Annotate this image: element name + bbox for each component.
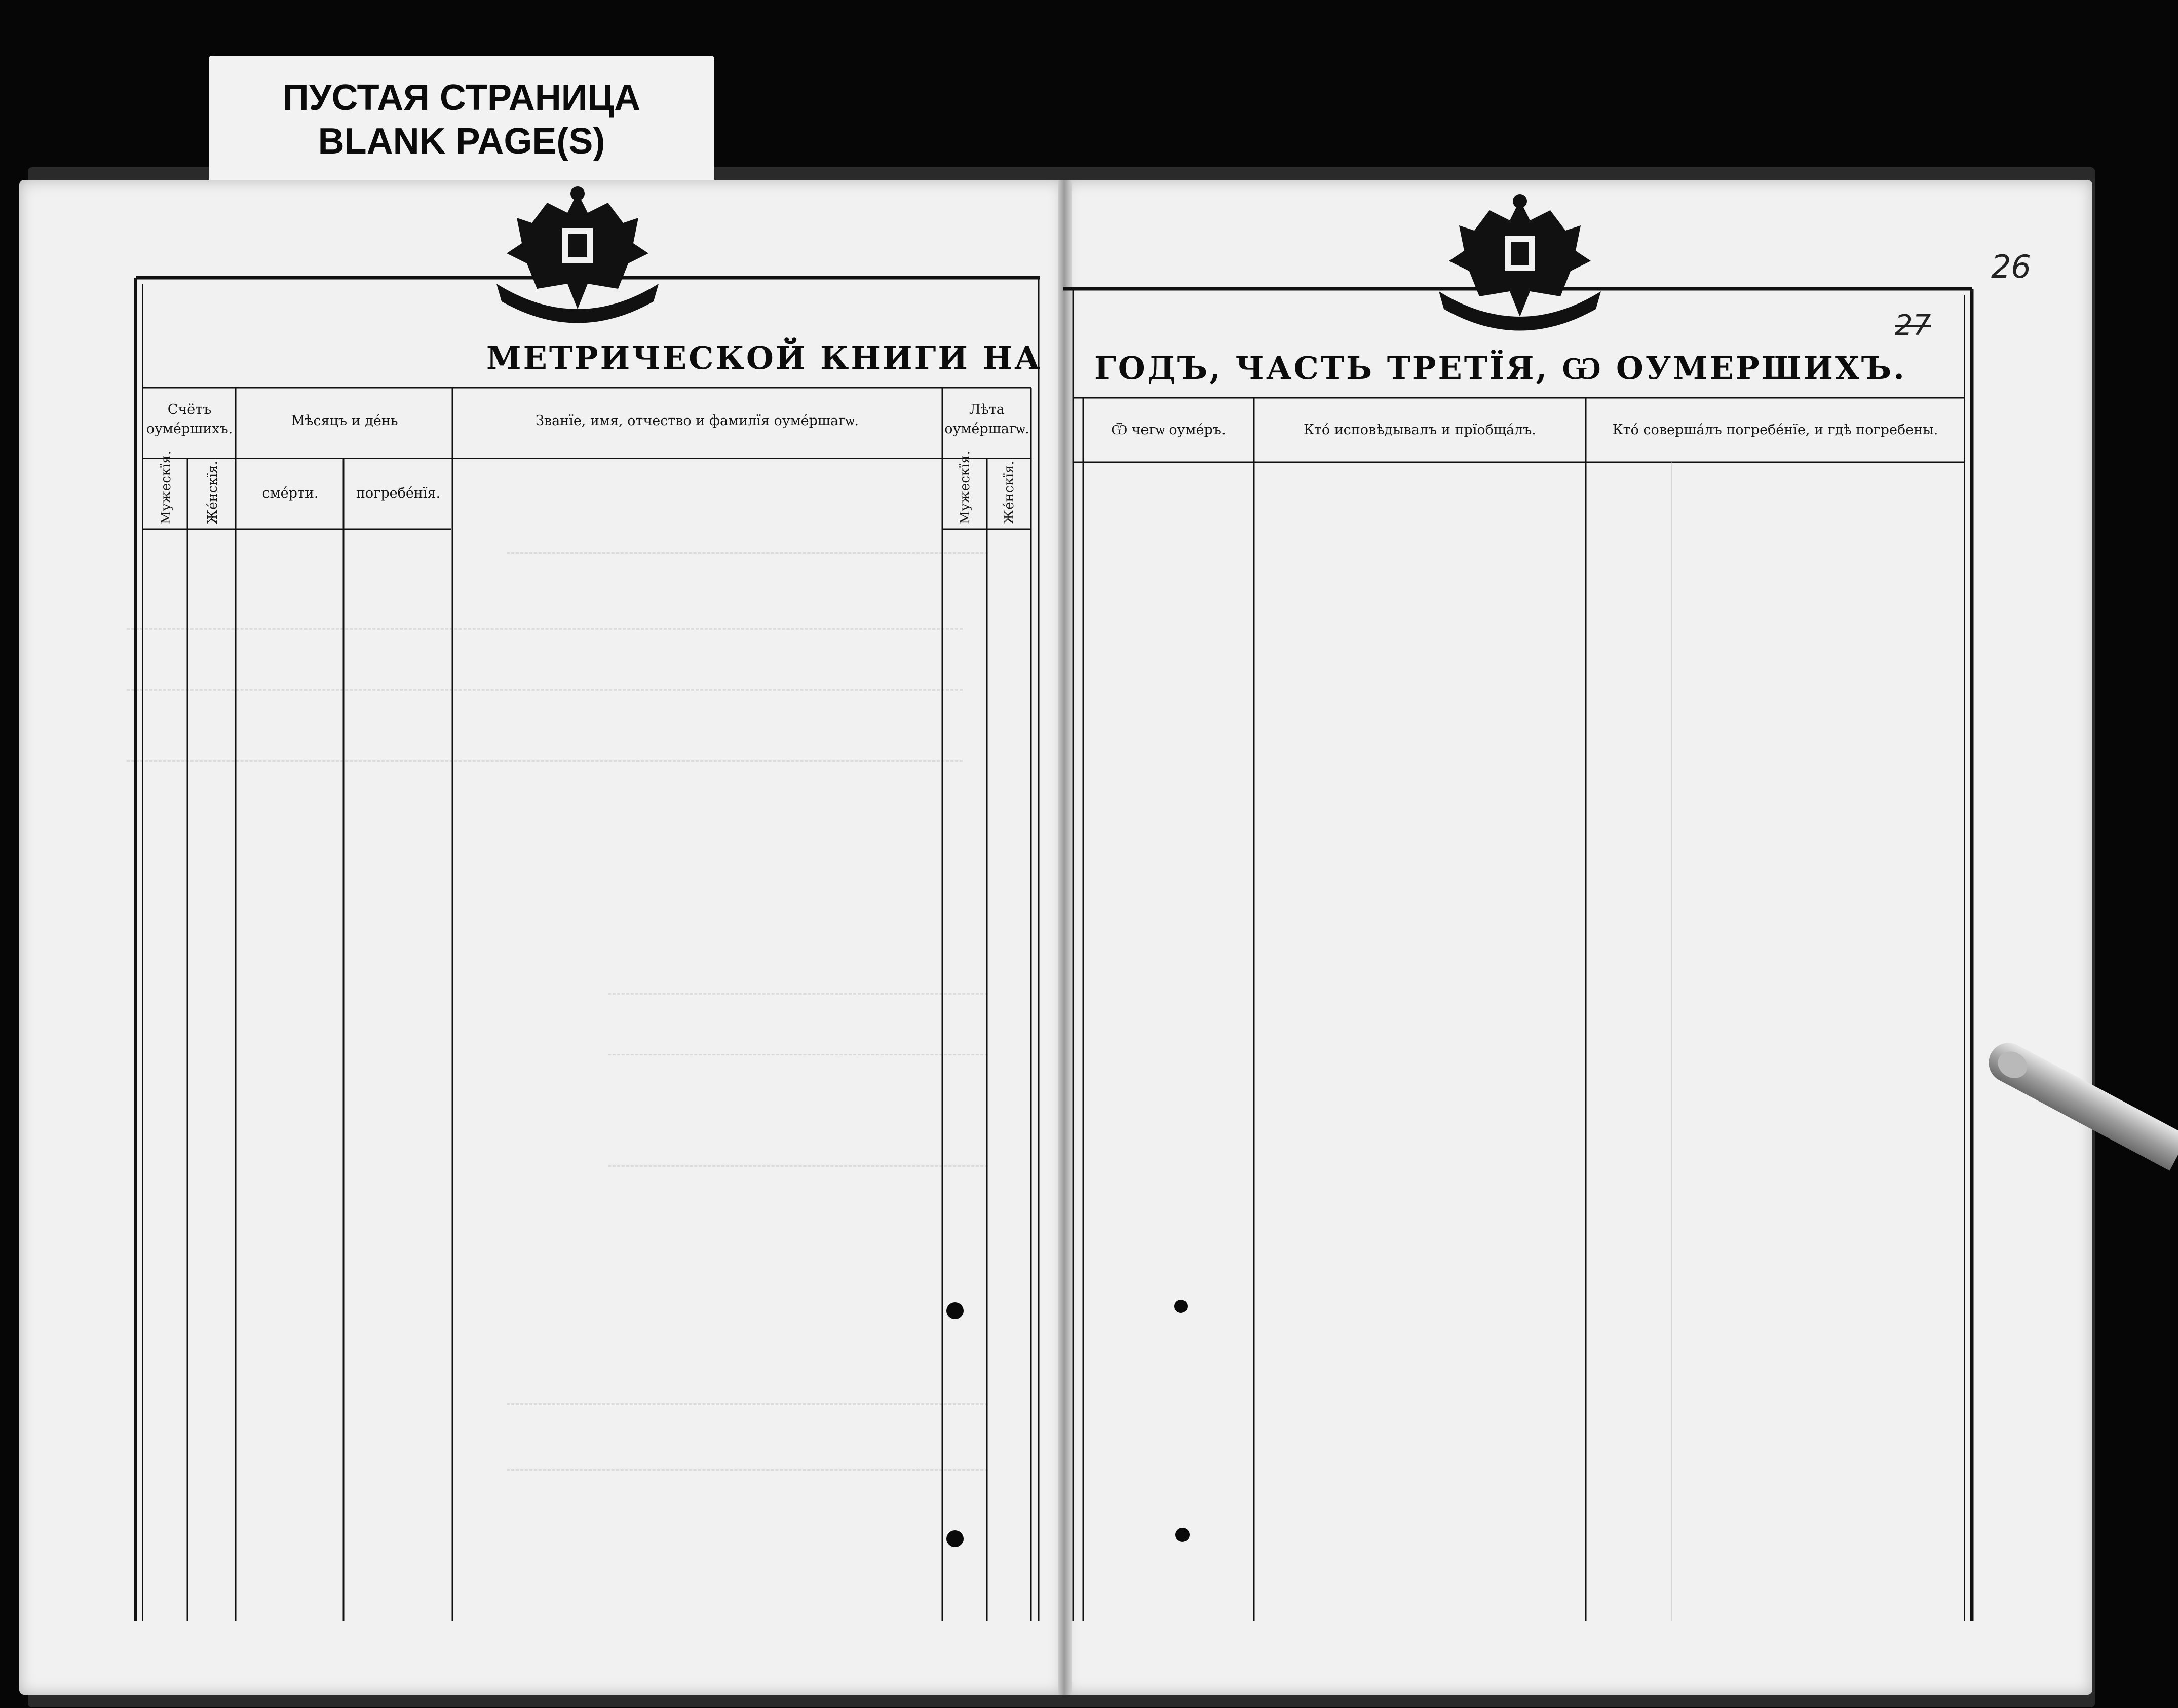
page-number-handwritten: 27: [1895, 309, 1931, 342]
header-count-female: Жéнскїя.: [205, 461, 220, 524]
header-name-deceased: Званїе, имя, отчество и фамилїя оумéршагѡ.: [536, 413, 859, 429]
header-age-male: Мужескїя.: [958, 450, 973, 524]
label-line-russian: ПУСТАЯ СТРАНИЦА: [282, 78, 641, 118]
header-cause-of-death: Ѿ чегѡ оумéръ.: [1111, 422, 1226, 438]
binding-hole: [946, 1302, 964, 1319]
double-headed-eagle-emblem: [486, 182, 669, 334]
header-month-day: Мѣсяцъ и дéнь: [291, 413, 398, 429]
header-age: Лѣта оумéршагѡ.: [944, 402, 1029, 437]
header-age-female: Жéнскїя.: [1002, 461, 1017, 524]
right-page-title: ГОДЪ, ЧАСТЬ ТРЕТЇЯ, Ѡ ОУМЕРШИХЪ.: [1094, 350, 1906, 387]
left-page-title: МЕТРИЧЕСКОЙ КНИГИ НА: [486, 339, 1042, 376]
page-number-stamp: 26: [1991, 248, 2031, 285]
header-death: смéрти.: [262, 485, 319, 501]
header-count-male: Мужескїя.: [159, 450, 174, 524]
header-count-deceased: Счётъ оумéршихъ.: [146, 402, 233, 437]
binding-hole: [1175, 1528, 1190, 1542]
binding-hole: [946, 1530, 964, 1547]
binding-hole: [1174, 1300, 1188, 1313]
label-line-english: BLANK PAGE(S): [318, 121, 605, 162]
double-headed-eagle-emblem: [1429, 190, 1611, 342]
header-burial-performed: Ктó совершáлъ погребéнїе, и гдѣ погребены.: [1612, 422, 1938, 438]
header-burial: погребéнїя.: [356, 485, 441, 501]
header-confessor: Ктó исповѣдывалъ и прїобщáлъ.: [1304, 422, 1536, 438]
